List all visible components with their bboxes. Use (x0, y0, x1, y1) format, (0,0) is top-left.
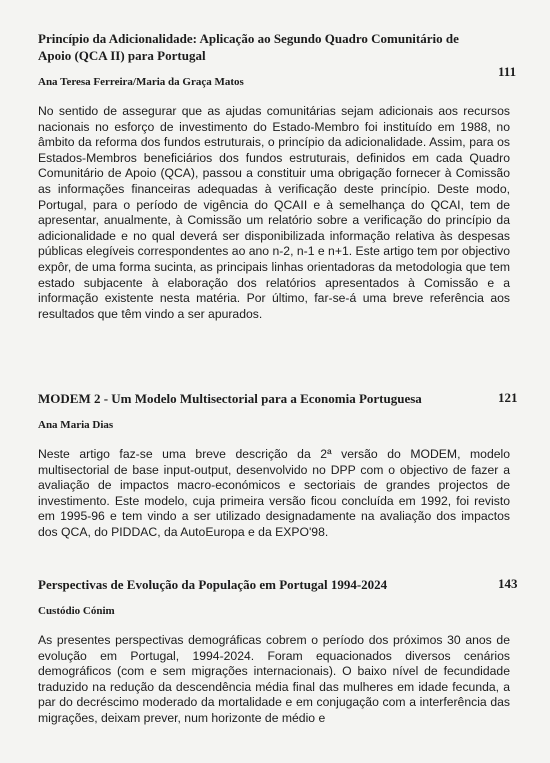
article-abstract: No sentido de assegurar que as ajudas comunitárias sejam adicionais aos recursos nacionais no esforço de investimento do Estado-Membro foi instituído em 1988, no âmbito da reforma dos fundos estruturais, o princípio da adicionalidade. Assim, para os Estados-Membros beneficiários dos fundos estruturais, definidos em cada Quadro Comunitário de Apoio (QCA), passou a constituir uma obrigação fornecer à Comissão as informações financeiras adequadas à verificação deste princípio. Deste modo, Portugal, para o período de vigência do QCAII e à semelhança do QCAI, tem de apresentar, anualmente, à Comissão um relatório sobre a verificação do princípio da adicionalidade e no qual deverá ser disponibilizada informação relativa às despesas públicas elegíveis correspondentes ao ano n-2, n-1 e n+1. Este artigo tem por objectivo expôr, de uma forma sucinta, as principais linhas orientadoras da metodologia que tem estado subjacente à elaboração dos relatórios apresentados à Comissão e a informação existente nesta matéria. Por último, far-se-á uma breve referência aos resultados que têm vindo a ser apurados. (38, 104, 510, 321)
article-author: Custódio Cónim (38, 605, 115, 617)
toc-entry-3 (38, 576, 518, 727)
article-title: Perspectivas de Evolução da População em Portugal 1994-2024 (38, 577, 388, 592)
article-abstract: As presentes perspectivas demográficas cobrem o período dos próximos 30 anos de evolução em Portugal, 1994-2024. Foram equacionados diversos cenários demográficos (com e sem migrações internacionais). O baixo nível de fecundidade traduzido na redução da descendência média final das mulheres em idade fecunda, a par do decréscimo moderado da mortalidade e em conjugação com a interferência das migrações, deixam prever, num horizonte de médio e (38, 633, 510, 725)
article-author: Ana Maria Dias (38, 419, 114, 431)
toc-entry-2 (38, 390, 518, 541)
article-author: Ana Teresa Ferreira/Maria da Graça Matos (38, 76, 244, 88)
article-title: Princípio da Adicionalidade: Aplicação ao Segundo Quadro Comunitário de Apoio (QCA II) para Portugal (38, 31, 459, 63)
article-abstract: Neste artigo faz-se uma breve descrição da 2ª versão do MODEM, modelo multisectorial de base input-output, desenvolvido no DPP com o objectivo de fazer a avaliação de impactos macro-económicos e sectoriais de grandes projectos de investimento. Este modelo, cuja primeira versão ficou concluída em 1992, foi revisto em 1995-96 e tem vindo a ser utilizado designadamente na avaliação dos impactos dos QCA, do PIDDAC, da AutoEuropa e da EXPO'98. (38, 447, 510, 539)
toc-entry-1 (38, 30, 518, 322)
article-page-number: 143 (498, 576, 518, 591)
article-page-number: 121 (498, 390, 518, 405)
article-title: MODEM 2 - Um Modelo Multisectorial para a Economia Portuguesa (38, 391, 422, 406)
article-page-number: 111 (498, 64, 517, 79)
